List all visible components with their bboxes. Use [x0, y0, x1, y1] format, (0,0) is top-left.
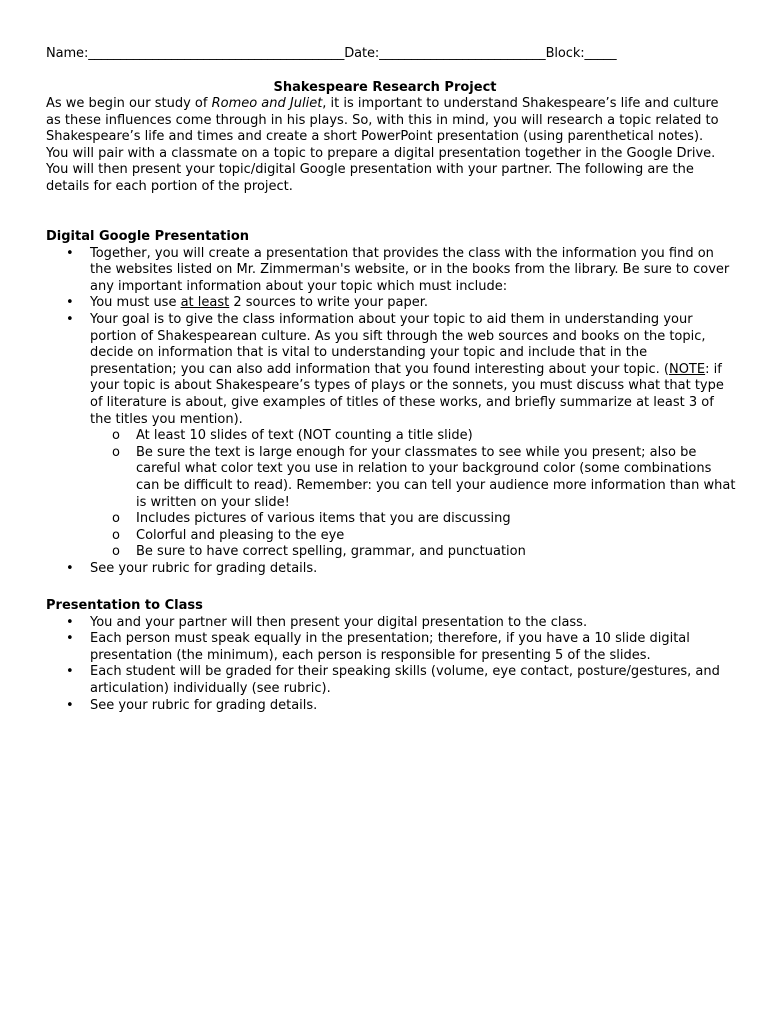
sub-list-item: o At least 10 slides of text (NOT counting a title slide)	[90, 428, 736, 445]
sub-list-item: o Be sure the text is large enough for your classmates to see while you present; also be careful what color text you use in relation to your background color (some combinations can be difficult to read). Remember: you can tell your audience more information than what is written on your slide!	[90, 445, 736, 511]
intro-text-rest: , it is important to understand Shakespeare’s life and culture as these influences come through in his plays. So, with this in mind, you will research a topic related to Shakespeare’s life and times and create a short PowerPoint presentation (using parenthetical notes). You will pair with a classmate on a topic to prepare a digital presentation together in the Google Drive. You will then present your topic/digital Google presentation with your partner. The following are the details for each portion of the project.	[46, 96, 719, 194]
presentation-to-class-section	[46, 598, 736, 714]
bullet-text: 2 sources to write your paper.	[229, 295, 428, 311]
digital-presentation-section	[46, 229, 736, 577]
section-heading-digital: Digital Google Presentation	[46, 229, 250, 244]
list-item: • See your rubric for grading details.	[46, 698, 736, 715]
sub-list-item: o Be sure to have correct spelling, grammar, and punctuation	[90, 544, 736, 561]
section-heading-presentation: Presentation to Class	[46, 598, 203, 613]
presentation-bullet-list	[46, 615, 736, 715]
sub-list-item: o Colorful and pleasing to the eye	[90, 528, 736, 545]
name-date-block-line: Name:________________________________________Date:__________________________Block:_____	[46, 46, 617, 61]
sub-list-item: o Includes pictures of various items that you are discussing	[90, 511, 736, 528]
digital-bullet-list	[46, 246, 736, 578]
note-label: NOTE	[668, 361, 706, 377]
bullet-text: You must use	[90, 295, 181, 311]
intro-paragraph	[46, 96, 722, 196]
sub-list	[90, 428, 736, 561]
bullet-text: Together, you will create a presentation that provides the class with the information you find on the websites listed on Mr. Zimmerman's website, or in the books from the library. Be sure to cover any important information about your topic which must include:	[90, 245, 730, 294]
bullet-text: : if your topic is about Shakespeare’s types of plays or the sonnets, you must discuss what that type of literature is about, give examples of titles of these works, and briefly summarize at least 3 of the titles you mention).	[90, 361, 724, 427]
bullet-text: Your goal is to give the class information about your topic to aid them in understanding your portion of Shakespearean culture. As you sift through the web sources and books on the topic, decide on information that is vital to understanding your topic and include that in the presentation; you can also add information that you found interesting about your topic. (	[90, 311, 706, 377]
underlined-text: at least	[180, 295, 230, 311]
list-item	[46, 295, 736, 312]
intro-text-start: As we begin our study of	[46, 96, 212, 111]
play-title: Romeo and Juliet	[211, 96, 323, 111]
page-title: Shakespeare Research Project	[273, 80, 497, 95]
list-item: • Each person must speak equally in the presentation; therefore, if you have a 10 slide digital presentation (the minimum), each person is responsible for presenting 5 of the slides.	[46, 631, 736, 664]
list-item: • You and your partner will then present your digital presentation to the class.	[46, 615, 736, 632]
bullet-text: See your rubric for grading details.	[90, 560, 318, 576]
list-item	[46, 561, 736, 578]
list-item	[46, 246, 736, 296]
list-item: • Each student will be graded for their speaking skills (volume, eye contact, posture/gestures, and articulation) individually (see rubric).	[46, 664, 736, 697]
list-item	[46, 312, 736, 561]
